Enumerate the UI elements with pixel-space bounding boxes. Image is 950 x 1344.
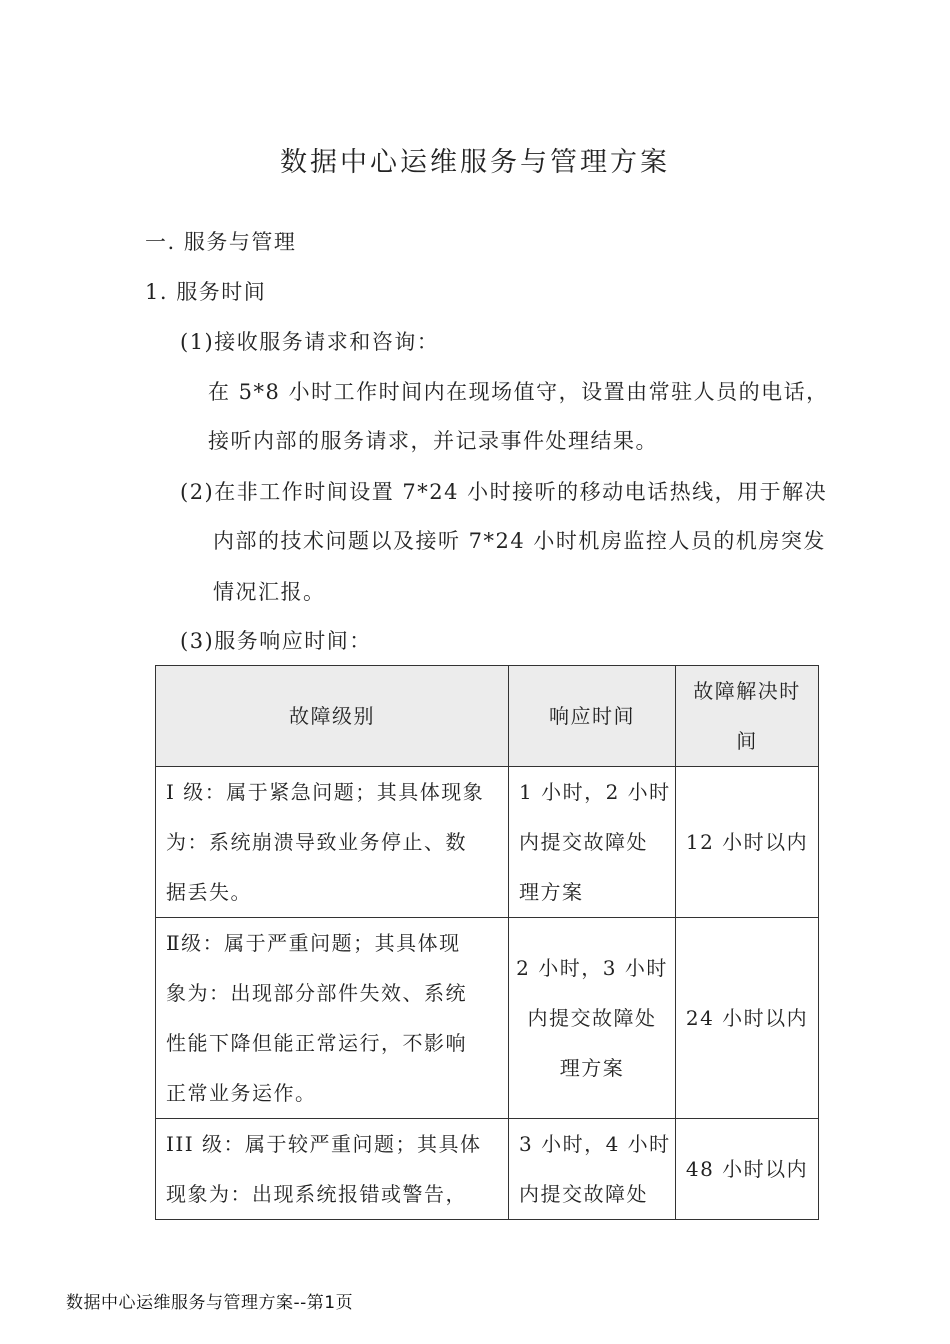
response-time-cell [509,767,676,918]
header-resolve-time [676,666,819,767]
resolve-time-cell: 12 小时以内 [676,767,819,918]
fault-level-line: 据丢失。 [166,880,252,904]
table-row [156,767,819,918]
fault-level-line: 现象为：出现系统报错或警告， [166,1182,467,1206]
response-line: 1 小时，2 小时 [519,780,671,804]
response-line: 内提交故障处 [519,830,648,854]
fault-level-line: 为：系统崩溃导致业务停止、数 [166,830,467,854]
item-2-line-2: 内部的技术问题以及接听 7*24 小时机房监控人员的机房突发 [213,529,826,553]
response-line: 内提交故障处 [527,1006,657,1030]
fault-level-line: 象为：出现部分部件失效、系统 [166,981,467,1005]
table-row [156,1119,819,1220]
fault-level-line: 正常业务运作。 [166,1081,317,1105]
table-header-row [156,666,819,767]
response-time-cell [509,1119,676,1220]
fault-level-line: III 级：属于较严重问题；其具体 [166,1132,482,1156]
document-title: 数据中心运维服务与管理方案 [280,147,670,178]
fault-level-cell [156,1119,509,1220]
item-1-heading: (1)接收服务请求和咨询： [180,330,440,354]
page-footer: 数据中心运维服务与管理方案--第1页 [66,1293,354,1313]
item-3-heading: (3)服务响应时间： [180,629,372,653]
response-line: 理方案 [559,1056,625,1080]
response-line: 内提交故障处 [519,1182,648,1206]
header-response-time: 响应时间 [509,666,676,767]
fault-level-line: I 级：属于紧急问题；其具体现象 [166,780,485,804]
fault-level-line: 性能下降但能正常运行，不影响 [166,1031,467,1055]
fault-level-line: Ⅱ级：属于严重问题；其具体现 [166,931,461,955]
resolve-time-cell: 48 小时以内 [676,1119,819,1220]
section-heading: 一. 服务与管理 [145,230,297,254]
resolve-time-cell: 24 小时以内 [676,918,819,1119]
header-fault-level: 故障级别 [156,666,509,767]
table-row [156,918,819,1119]
response-line: 2 小时，3 小时 [516,956,668,980]
item-1-line-2: 接听内部的服务请求，并记录事件处理结果。 [208,429,658,453]
response-line: 3 小时，4 小时 [519,1132,671,1156]
item-2-line-1: (2)在非工作时间设置 7*24 小时接听的移动电话热线，用于解决 [180,480,828,504]
response-time-table [155,665,819,1220]
response-time-cell [509,918,676,1119]
header-resolve-line-1: 故障解决时 [693,679,801,703]
item-2-line-3: 情况汇报。 [213,580,326,604]
fault-level-cell [156,918,509,1119]
subsection-heading: 1. 服务时间 [145,280,267,304]
fault-level-cell [156,767,509,918]
item-1-line-1: 在 5*8 小时工作时间内在现场值守，设置由常驻人员的电话， [208,380,829,404]
header-resolve-line-2: 间 [736,729,758,753]
response-line: 理方案 [519,880,584,904]
